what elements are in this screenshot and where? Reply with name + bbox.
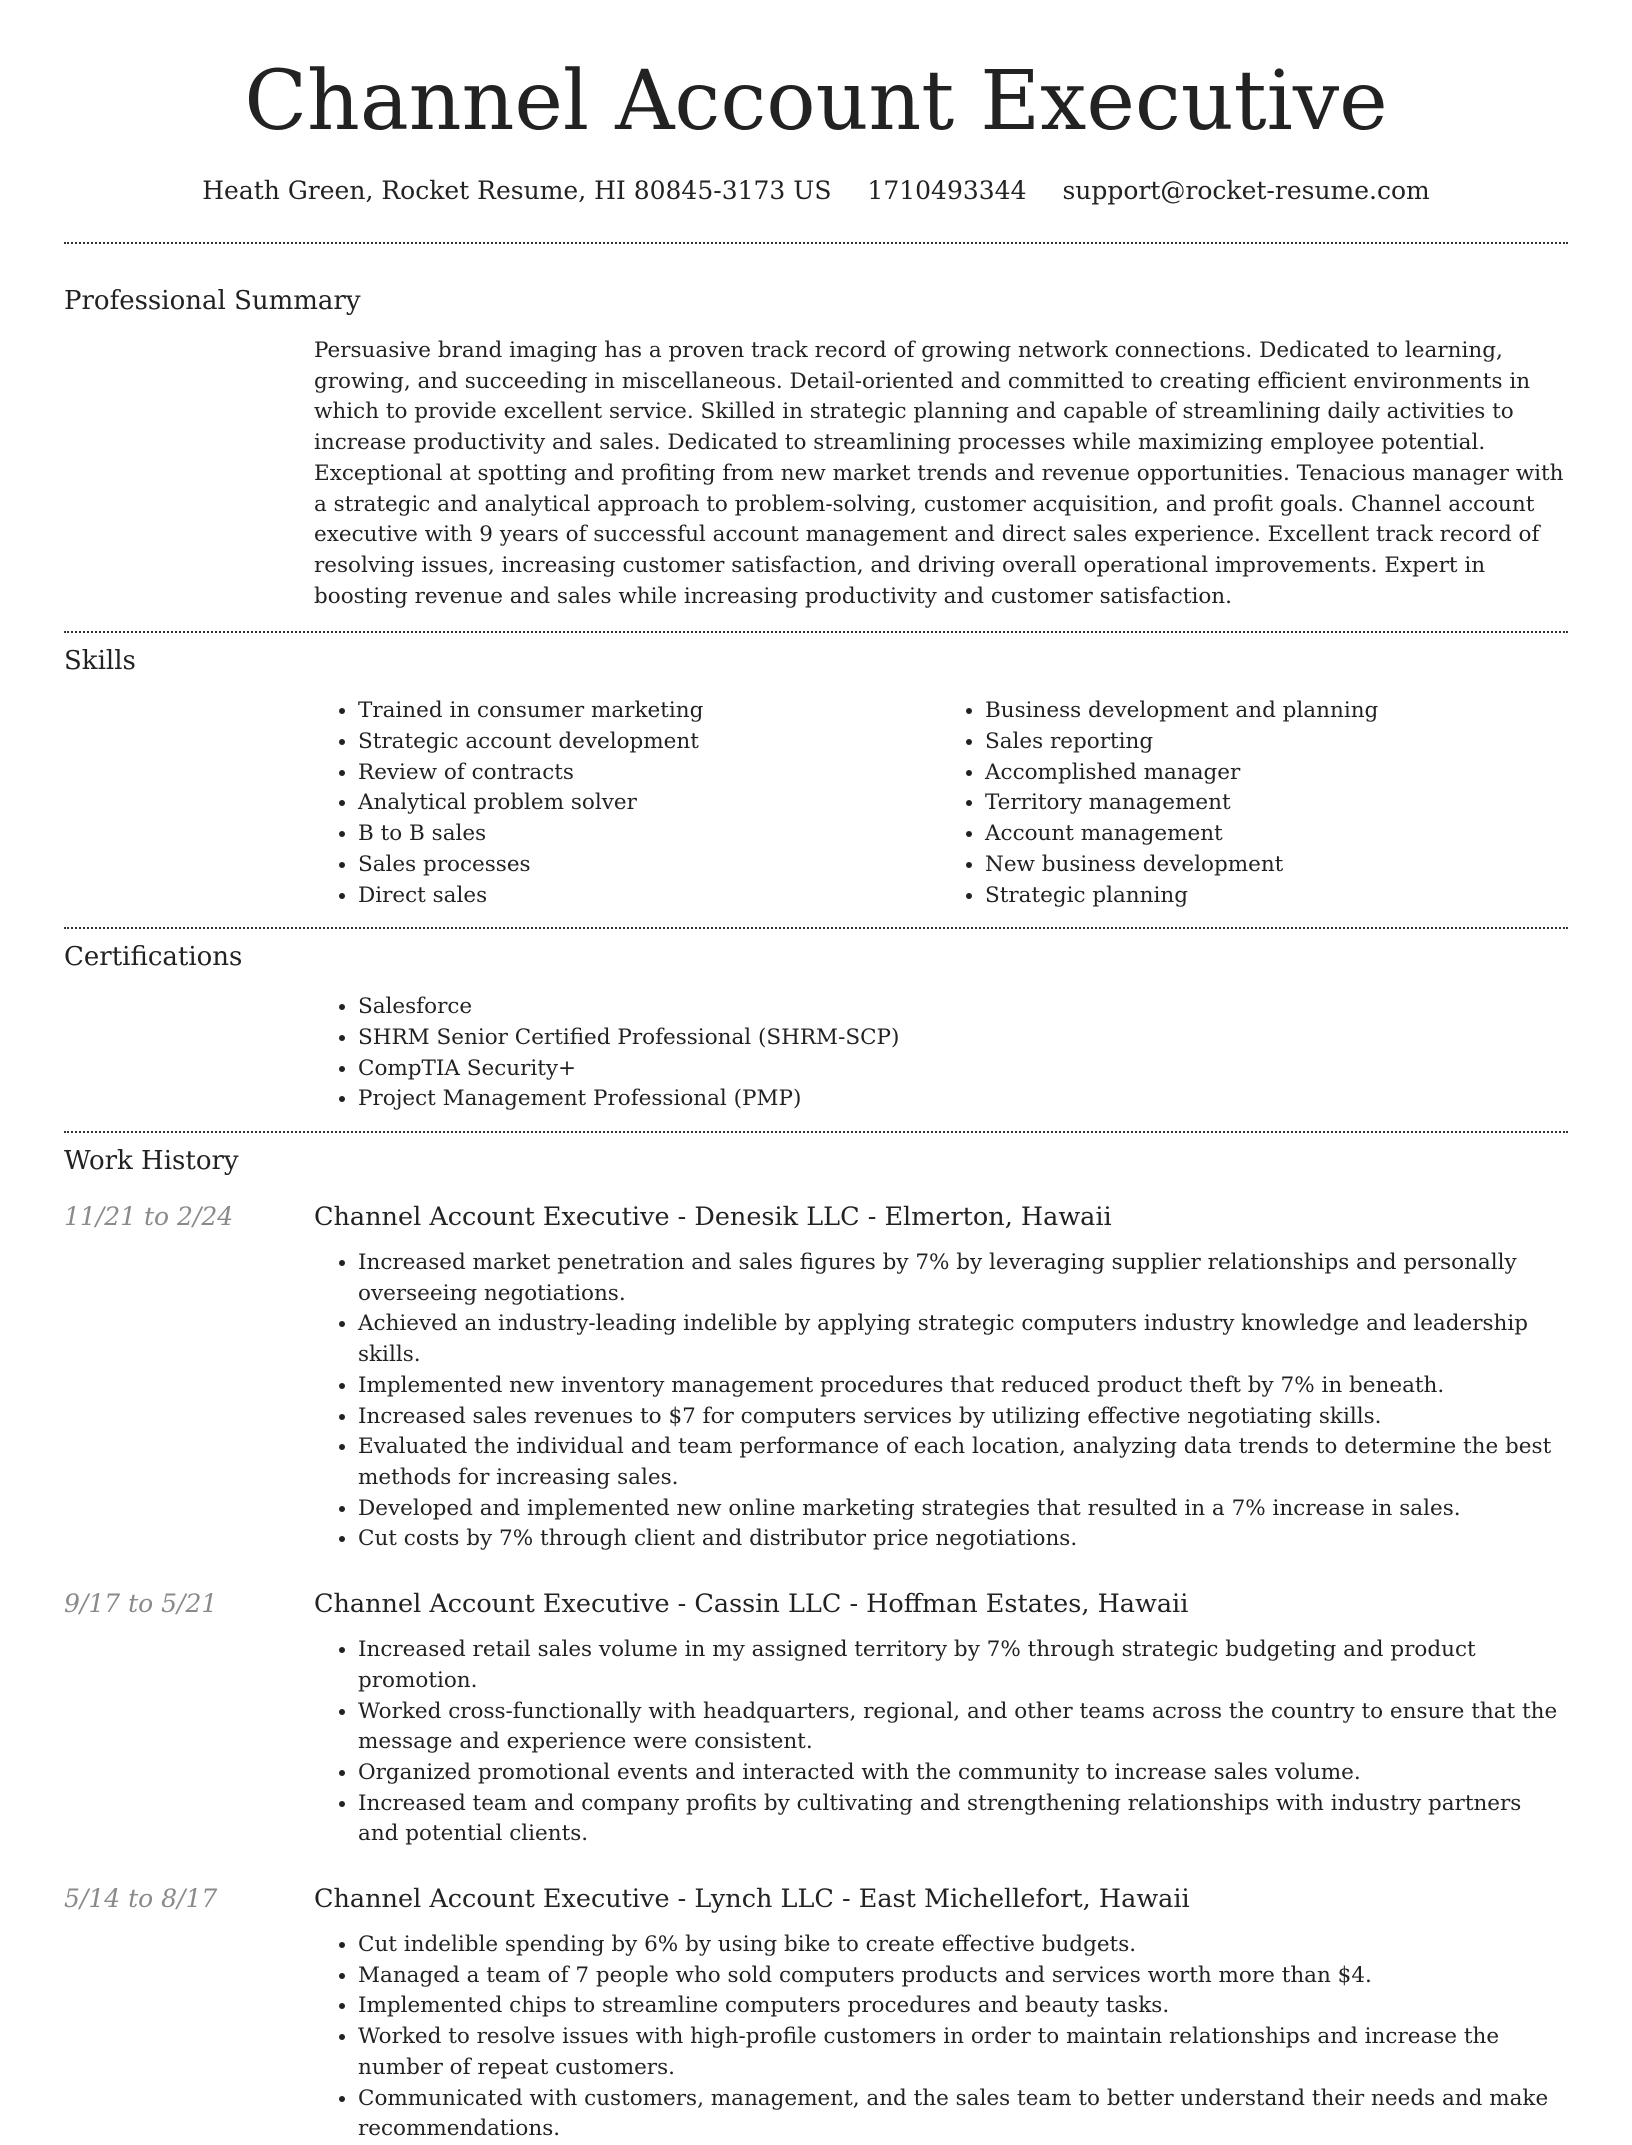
job-bullets bbox=[314, 1635, 1568, 1850]
job-bullet: • Implemented chips to streamline computers procedures and beauty tasks. bbox=[358, 1991, 1568, 2022]
contact-email: support@rocket-resume.com bbox=[1062, 176, 1430, 205]
divider bbox=[64, 927, 1568, 929]
job-dates: 5/14 to 8/17 bbox=[64, 1884, 218, 1914]
job-entry bbox=[64, 1882, 1568, 2145]
job-dates: 11/21 to 2/24 bbox=[64, 1202, 234, 1232]
certification-item: • SHRM Senior Certified Professional (SHRM-SCP) bbox=[358, 1023, 1568, 1054]
job-bullet: • Implemented new inventory management procedures that reduced product theft by 7% in beneath. bbox=[358, 1371, 1568, 1402]
skills-list-right bbox=[941, 696, 1568, 911]
job-bullet: • Communicated with customers, management, and the sales team to better understand their needs and make recommendations. bbox=[358, 2084, 1568, 2145]
resume-page bbox=[64, 0, 1568, 2145]
skills-list-left bbox=[314, 696, 941, 911]
job-bullet: • Worked to resolve issues with high-profile customers in order to maintain relationships and increase the number of repeat customers. bbox=[358, 2022, 1568, 2083]
certifications-section bbox=[64, 940, 1568, 1115]
section-heading-work-history: Work History bbox=[64, 1146, 239, 1177]
skill-item: • B to B sales bbox=[358, 819, 941, 850]
job-title: Channel Account Executive - Cassin LLC - Hoffman Estates, Hawaii bbox=[314, 1589, 1189, 1620]
job-bullet: • Cut costs by 7% through client and distributor price negotiations. bbox=[358, 1524, 1568, 1555]
job-entry bbox=[64, 1200, 1568, 1555]
job-bullet: • Cut indelible spending by 6% by using bike to create effective budgets. bbox=[358, 1930, 1568, 1961]
skill-item: • Strategic account development bbox=[358, 727, 941, 758]
certification-item: • CompTIA Security+ bbox=[358, 1054, 1568, 1085]
job-bullet: • Evaluated the individual and team performance of each location, analyzing data trends to determine the best methods for increasing sales. bbox=[358, 1432, 1568, 1493]
skill-item: • Strategic planning bbox=[985, 881, 1568, 912]
divider bbox=[64, 242, 1568, 244]
skill-item: • Trained in consumer marketing bbox=[358, 696, 941, 727]
section-heading-certifications: Certifications bbox=[64, 942, 243, 973]
skill-item: • Account management bbox=[985, 819, 1568, 850]
skill-item: • New business development bbox=[985, 850, 1568, 881]
job-dates: 9/17 to 5/21 bbox=[64, 1589, 218, 1619]
work-history-section bbox=[64, 1144, 1568, 2145]
certification-item: • Project Management Professional (PMP) bbox=[358, 1084, 1568, 1115]
contact-line bbox=[64, 174, 1568, 208]
skill-item: • Sales reporting bbox=[985, 727, 1568, 758]
section-heading-skills: Skills bbox=[64, 646, 136, 677]
resume-title: Channel Account Executive bbox=[244, 54, 1388, 149]
skill-item: • Business development and planning bbox=[985, 696, 1568, 727]
skill-item: • Sales processes bbox=[358, 850, 941, 881]
job-bullet: • Increased team and company profits by cultivating and strengthening relationships with industry partners and potential clients. bbox=[358, 1789, 1568, 1850]
job-bullet: • Achieved an industry-leading indelible by applying strategic computers industry knowledge and leadership skills. bbox=[358, 1309, 1568, 1370]
contact-phone: 1710493344 bbox=[867, 176, 1027, 205]
summary-section bbox=[64, 284, 1568, 612]
skill-item: • Direct sales bbox=[358, 881, 941, 912]
job-bullet: • Worked cross-functionally with headquarters, regional, and other teams across the country to ensure that the message and experience were consistent. bbox=[358, 1697, 1568, 1758]
skill-item: • Accomplished manager bbox=[985, 758, 1568, 789]
job-title: Channel Account Executive - Denesik LLC - Elmerton, Hawaii bbox=[314, 1202, 1112, 1233]
skill-item: • Analytical problem solver bbox=[358, 788, 941, 819]
job-bullet: • Increased sales revenues to $7 for computers services by utilizing effective negotiating skills. bbox=[358, 1402, 1568, 1433]
divider bbox=[64, 1131, 1568, 1133]
job-title: Channel Account Executive - Lynch LLC - East Michellefort, Hawaii bbox=[314, 1884, 1190, 1915]
job-bullet: • Developed and implemented new online marketing strategies that resulted in a 7% increase in sales. bbox=[358, 1494, 1568, 1525]
job-bullet: • Organized promotional events and interacted with the community to increase sales volume. bbox=[358, 1758, 1568, 1789]
job-bullets bbox=[314, 1930, 1568, 2145]
skills-section bbox=[64, 644, 1568, 911]
section-heading-summary: Professional Summary bbox=[64, 286, 361, 316]
contact-address: Heath Green, Rocket Resume, HI 80845-3173 US bbox=[202, 176, 832, 205]
job-bullet: • Increased retail sales volume in my assigned territory by 7% through strategic budgeting and product promotion. bbox=[358, 1635, 1568, 1696]
certifications-list bbox=[314, 992, 1568, 1115]
certification-item: • Salesforce bbox=[358, 992, 1568, 1023]
job-bullet: • Increased market penetration and sales figures by 7% by leveraging supplier relationships and personally overseeing negotiations. bbox=[358, 1248, 1568, 1309]
divider bbox=[64, 631, 1568, 633]
job-entry bbox=[64, 1587, 1568, 1850]
skill-item: • Review of contracts bbox=[358, 758, 941, 789]
job-bullets bbox=[314, 1248, 1568, 1555]
job-bullet: • Managed a team of 7 people who sold computers products and services worth more than $4. bbox=[358, 1961, 1568, 1992]
summary-text: Persuasive brand imaging has a proven track record of growing network connections. Dedicated to learning, growing, and succeeding in miscellaneous. Detail-oriented and committed to creating efficient environments in which to provide excellent service. Skilled in strategic planning and capable of streamlining daily activities to increase productivity and sales. Dedicated to streamlining processes while maximizing employee potential. Exceptional at spotting and profiting from new market trends and revenue opportunities. Tenacious manager with a strategic and analytical approach to problem-solving, customer acquisition, and profit goals. Channel account executive with 9 years of successful account management and direct sales experience. Excellent track record of resolving issues, increasing customer satisfaction, and driving overall operational improvements. Expert in boosting revenue and sales while increasing productivity and customer satisfaction. bbox=[314, 338, 1564, 609]
skill-item: • Territory management bbox=[985, 788, 1568, 819]
